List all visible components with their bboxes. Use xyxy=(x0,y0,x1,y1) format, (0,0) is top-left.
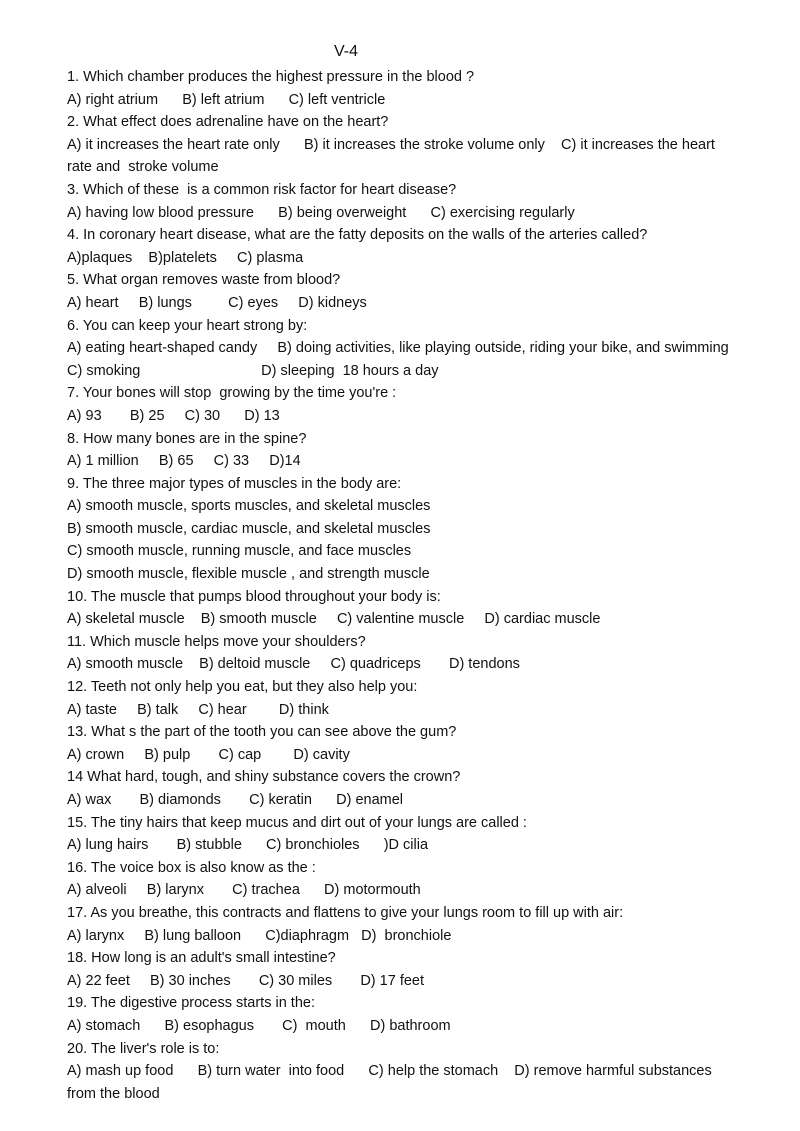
text-line: 16. The voice box is also know as the : xyxy=(67,859,316,876)
text-line: 18. How long is an adult's small intestine? xyxy=(67,950,336,967)
text-line: 9. The three major types of muscles in the body are: xyxy=(67,475,402,492)
text-line: 19. The digestive process starts in the: xyxy=(67,995,315,1012)
text-line: 15. The tiny hairs that keep mucus and dirt out of your lungs are called : xyxy=(67,814,527,831)
text-line: 10. The muscle that pumps blood throughout your body is: xyxy=(67,588,441,605)
text-line: 3. Which of these is a common risk factor for heart disease? xyxy=(67,181,457,198)
text-line: A)plaques B)platelets C) plasma xyxy=(67,249,304,266)
text-line: rate and stroke volume xyxy=(67,159,219,176)
question-list xyxy=(67,66,767,1105)
text-line: 17. As you breathe, this contracts and flattens to give your lungs room to fill up with air: xyxy=(67,904,624,921)
text-line: A) eating heart-shaped candy B) doing activities, like playing outside, riding your bike, and swimming xyxy=(67,340,729,357)
text-line: A) having low blood pressure B) being overweight C) exercising regularly xyxy=(67,204,575,221)
text-line: 5. What organ removes waste from blood? xyxy=(67,272,341,289)
text-line: A) right atrium B) left atrium C) left ventricle xyxy=(67,91,386,108)
text-line: A) wax B) diamonds C) keratin D) enamel xyxy=(67,792,404,808)
text-line: A) skeletal muscle B) smooth muscle C) valentine muscle D) cardiac muscle xyxy=(67,611,601,628)
text-line: A) stomach B) esophagus C) mouth D) bathroom xyxy=(67,1017,451,1034)
text-line: C) smoking D) sleeping 18 hours a day xyxy=(67,362,439,379)
text-line: A) 22 feet B) 30 inches C) 30 miles D) 17 feet xyxy=(67,972,425,989)
text-line: A) taste B) talk C) hear D) think xyxy=(67,701,329,718)
text-line: 1. Which chamber produces the highest pressure in the blood ? xyxy=(67,69,475,85)
text-line: A) 1 million B) 65 C) 33 D)14 xyxy=(67,453,301,470)
page-title: V-4 xyxy=(334,43,359,60)
text-line: A) it increases the heart rate only B) it increases the stroke volume only C) it increases the heart xyxy=(67,136,715,153)
text-line: 2. What effect does adrenaline have on the heart? xyxy=(67,114,389,131)
text-line: 14 What hard, tough, and shiny substance covers the crown? xyxy=(67,769,461,786)
text-line: A) mash up food B) turn water into food C) help the stomach D) remove harmful substances xyxy=(67,1063,712,1080)
text-line: 12. Teeth not only help you eat, but they also help you: xyxy=(67,679,418,696)
text-line: A) smooth muscle, sports muscles, and skeletal muscles xyxy=(67,498,431,515)
text-line: A) smooth muscle B) deltoid muscle C) quadriceps D) tendons xyxy=(67,656,520,673)
text-line: A) larynx B) lung balloon C)diaphragm D) bronchiole xyxy=(67,927,452,944)
text-line: B) smooth muscle, cardiac muscle, and skeletal muscles xyxy=(67,520,431,537)
text-line: A) 93 B) 25 C) 30 D) 13 xyxy=(67,407,280,424)
text-line: 13. What s the part of the tooth you can see above the gum? xyxy=(67,724,457,741)
text-line: A) lung hairs B) stubble C) bronchioles )D cilia xyxy=(67,837,429,854)
text-line: A) alveoli B) larynx C) trachea D) motormouth xyxy=(67,882,421,899)
text-line: 20. The liver's role is to: xyxy=(67,1040,220,1057)
text-line: 11. Which muscle helps move your shoulders? xyxy=(67,633,366,650)
text-line: A) heart B) lungs C) eyes D) kidneys xyxy=(67,294,367,311)
text-line: D) smooth muscle, flexible muscle , and strength muscle xyxy=(67,566,430,583)
text-line: A) crown B) pulp C) cap D) cavity xyxy=(67,746,350,763)
text-line: 6. You can keep your heart strong by: xyxy=(67,317,308,334)
text-line: C) smooth muscle, running muscle, and face muscles xyxy=(67,543,412,560)
text-line: 4. In coronary heart disease, what are the fatty deposits on the walls of the arteries called? xyxy=(67,227,648,244)
text-line: 8. How many bones are in the spine? xyxy=(67,430,307,447)
text-line: from the blood xyxy=(67,1085,160,1102)
text-line: 7. Your bones will stop growing by the time you're : xyxy=(67,385,397,402)
